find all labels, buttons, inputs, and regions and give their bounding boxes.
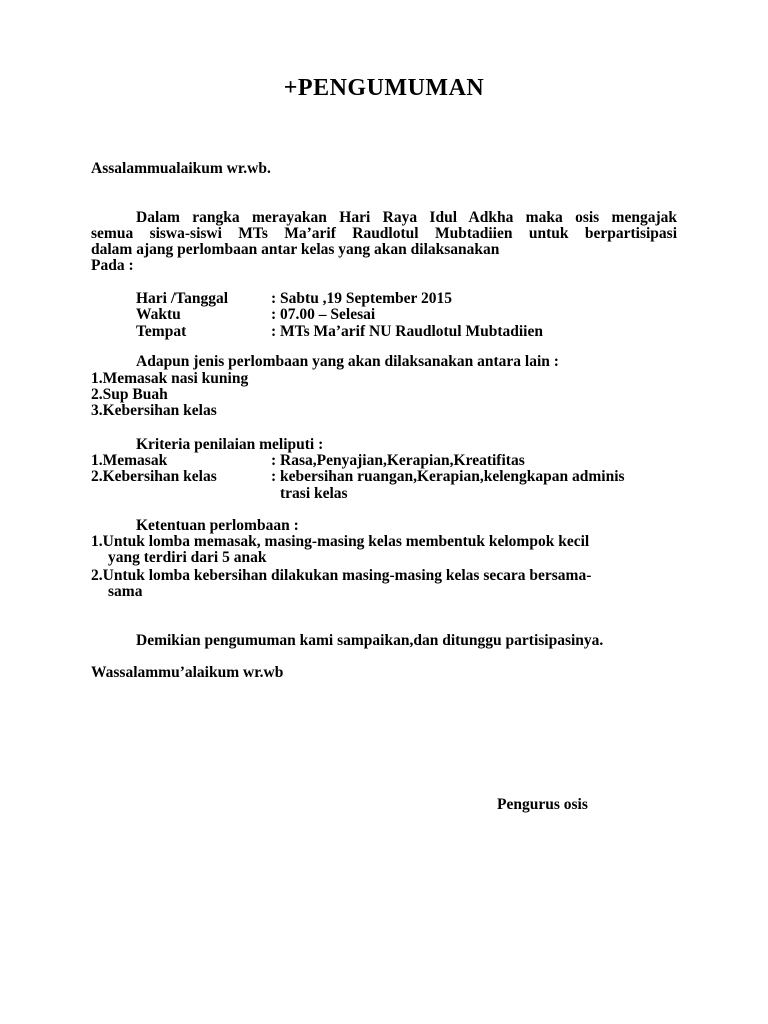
intro-line-1: Dalam rangka merayakan Hari Raya Idul Adkha maka osis mengajak [136, 209, 677, 226]
intro-line-2: semua siswa-siswi MTs Ma’arif Raudlotul Mubtadiien untuk berpartisipasi [91, 225, 677, 242]
schedule-value-time: : 07.00 – Selesai [271, 306, 376, 323]
greeting: Assalammualaikum wr.wb. [91, 160, 271, 177]
rule-item-1: 1.Untuk lomba memasak, masing-masing kelas membentuk kelompok kecil [91, 533, 590, 550]
competition-item: 1.Memasak nasi kuning [91, 370, 249, 387]
schedule-value-date: : Sabtu ,19 September 2015 [271, 290, 452, 307]
rule-item-2: 2.Untuk lomba kebersihan dilakukan masing-masing kelas secara bersama- [91, 567, 592, 584]
criteria-value-cleanliness: : kebersihan ruangan,Kerapian,kelengkapan adminis [271, 468, 625, 485]
criteria-value-cleanliness-continuation: trasi kelas [280, 485, 348, 502]
criteria-heading: Kriteria penilaian meliputi : [136, 436, 324, 453]
schedule-label-place: Tempat [136, 323, 187, 340]
schedule-label-date: Hari /Tanggal [136, 290, 229, 307]
schedule-value-place: : MTs Ma’arif NU Raudlotul Mubtadiien [271, 323, 543, 340]
competition-item: 2.Sup Buah [91, 386, 168, 403]
closing-statement: Demikian pengumuman kami sampaikan,dan ditunggu partisipasinya. [136, 632, 604, 649]
signature: Pengurus osis [497, 796, 588, 813]
criteria-value-cooking: : Rasa,Penyajian,Kerapian,Kreatifitas [271, 452, 525, 469]
competitions-heading: Adapun jenis perlombaan yang akan dilaksanakan antara lain : [136, 353, 559, 370]
farewell: Wassalammu’alaikum wr.wb [91, 664, 284, 681]
competition-item: 3.Kebersihan kelas [91, 402, 217, 419]
document-title: +PENGUMUMAN [283, 75, 485, 101]
criteria-label-cleanliness: 2.Kebersihan kelas [91, 468, 217, 485]
rule-item-1-continuation: yang terdiri dari 5 anak [108, 549, 267, 566]
schedule-label-time: Waktu [136, 306, 181, 323]
criteria-label-cooking: 1.Memasak [91, 452, 168, 469]
rules-heading: Ketentuan perlombaan : [136, 517, 299, 534]
rule-item-2-continuation: sama [108, 583, 143, 600]
intro-line-4: Pada : [91, 257, 134, 274]
intro-line-3: dalam ajang perlombaan antar kelas yang akan dilaksanakan [91, 241, 500, 258]
